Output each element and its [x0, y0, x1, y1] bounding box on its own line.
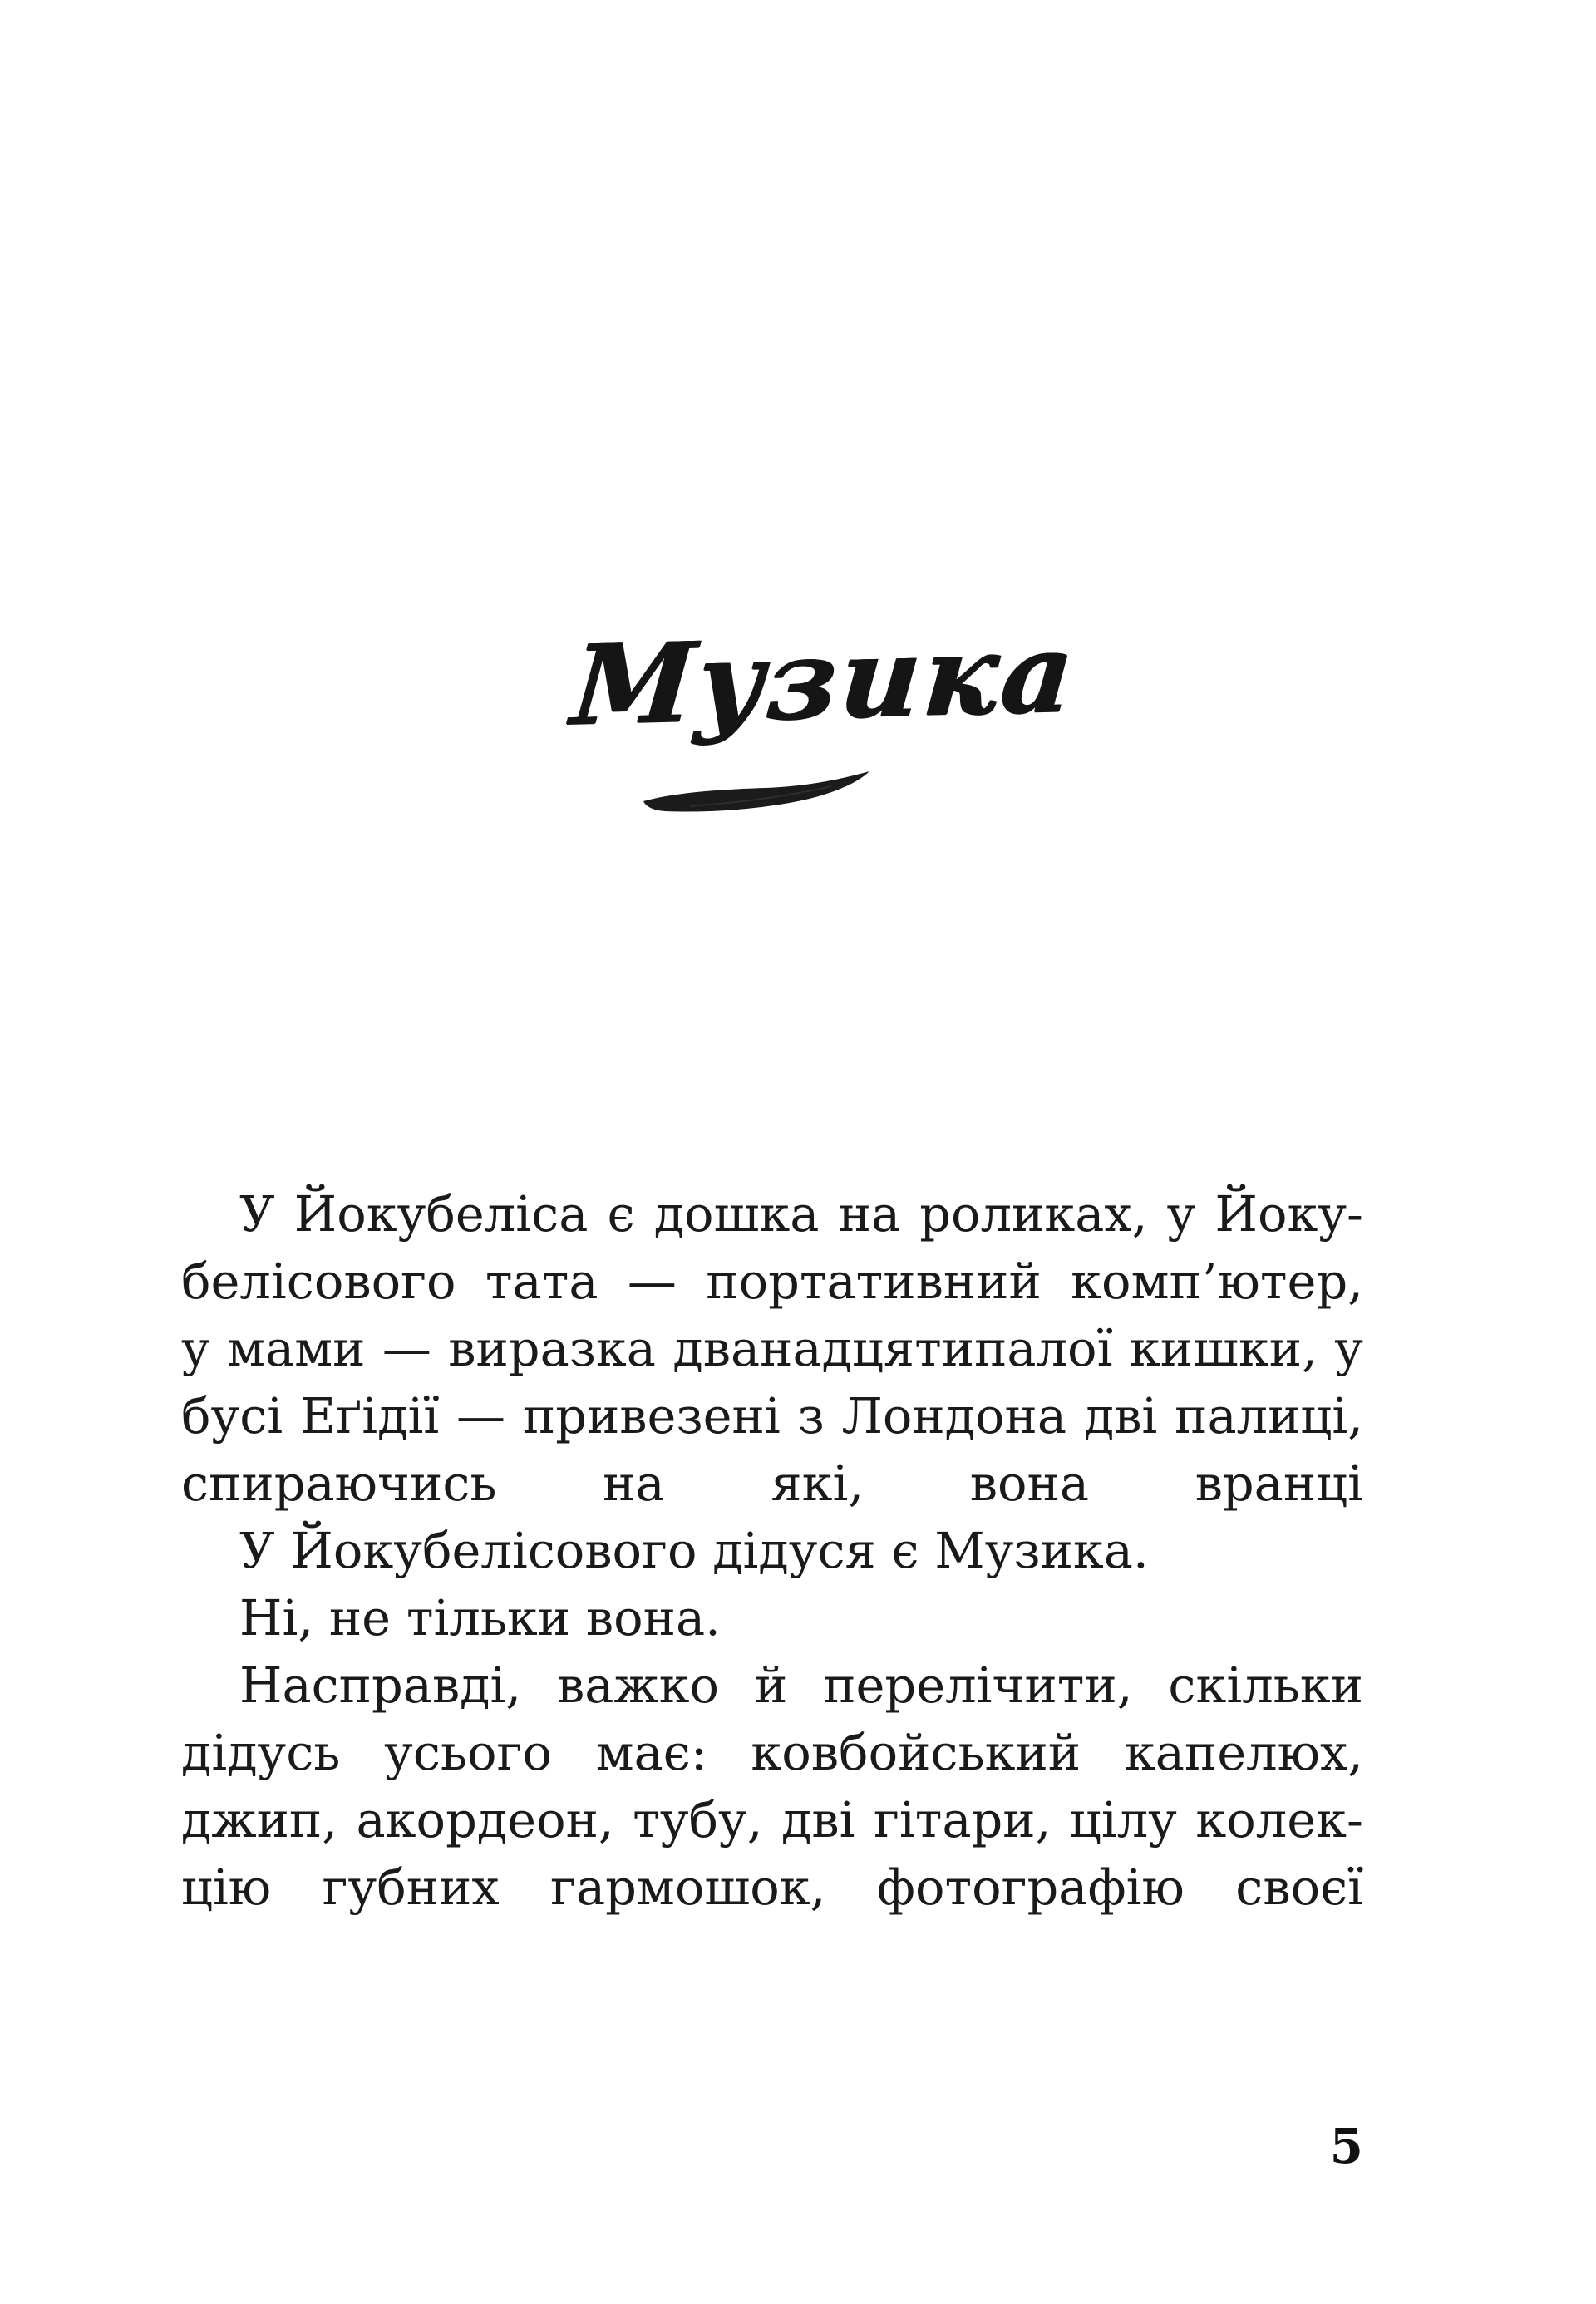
- text-line: цію губних гармошок, фотографію своєї: [181, 1858, 1363, 1916]
- text-line: дідусь усього має: ковбойський капелюх,: [181, 1724, 1363, 1781]
- text-line: У Йокубелісового дідуся є Музика.: [239, 1522, 1149, 1579]
- text-line: Насправді, важко й перелічити, скільки: [239, 1657, 1363, 1714]
- chapter-title: Музика: [568, 608, 1081, 751]
- brush-stroke-decoration: [640, 765, 873, 823]
- text-line: У Йокубеліса є дошка на роликах, у Йоку-: [239, 1185, 1363, 1243]
- text-line: спираючись на які, вона вранці: [181, 1455, 1363, 1512]
- page-number: 5: [1329, 2118, 1363, 2174]
- chapter-body-text: [181, 1180, 1363, 1921]
- text-line: джип, акордеон, тубу, дві гітари, цілу колек-: [181, 1791, 1363, 1849]
- text-line: у мами — виразка дванадцятипалої кишки, у: [181, 1320, 1363, 1377]
- chapter-heading: [549, 598, 1081, 831]
- text-line: бусі Еґідії — привезені з Лондона дві палиці,: [181, 1387, 1363, 1445]
- text-line: белісового тата — портативний комп’ютер,: [181, 1253, 1363, 1310]
- text-line: Ні, не тільки вона.: [239, 1589, 721, 1647]
